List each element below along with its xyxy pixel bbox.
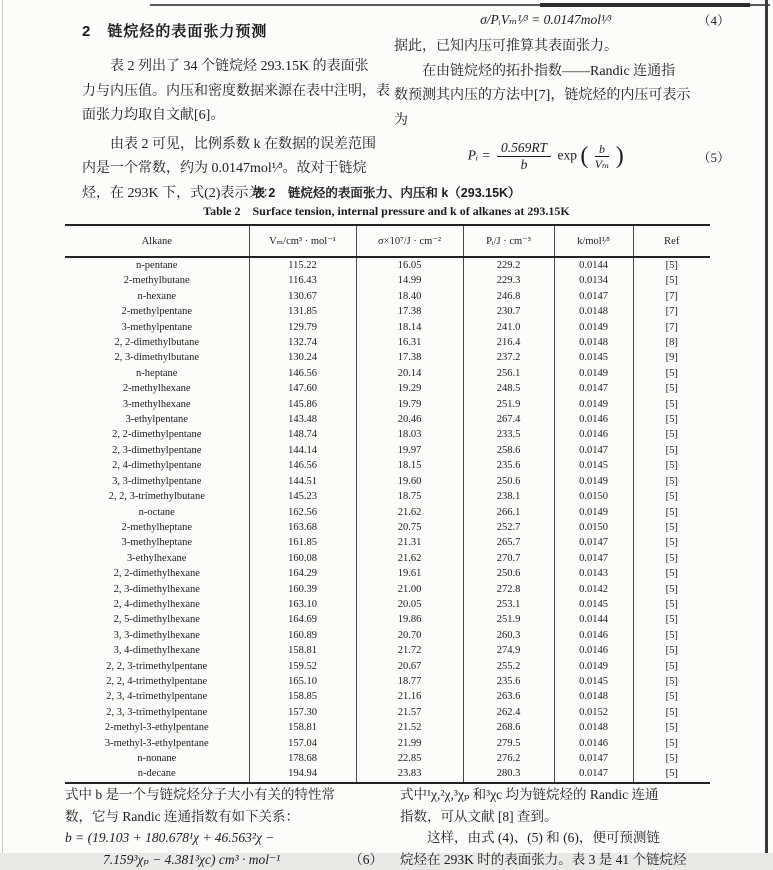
fraction-numerator: 0.569RT — [497, 141, 551, 157]
table-cell: [5] — [633, 412, 710, 427]
table-cell: 262.4 — [463, 705, 554, 720]
table-cell: 164.29 — [249, 566, 356, 581]
table-cell: 0.0145 — [554, 597, 633, 612]
table-header-row — [65, 225, 710, 257]
table-cell: 21.31 — [356, 535, 463, 550]
table-cell: [5] — [633, 551, 710, 566]
table-cell: 3-methylheptane — [65, 535, 249, 550]
table-cell: 2, 5-dimethylhexane — [65, 612, 249, 627]
table-cell: 178.68 — [249, 751, 356, 766]
table-cell: 251.9 — [463, 397, 554, 412]
table-cell: [5] — [633, 257, 710, 273]
table-cell: 21.16 — [356, 689, 463, 704]
table-cell: 16.31 — [356, 335, 463, 350]
table-cell: 20.46 — [356, 412, 463, 427]
table-cell: 255.2 — [463, 659, 554, 674]
table-cell: 130.24 — [249, 350, 356, 365]
table-cell: 158.81 — [249, 720, 356, 735]
table-cell: 20.05 — [356, 597, 463, 612]
table-cell: 164.69 — [249, 612, 356, 627]
table-cell: 20.67 — [356, 659, 463, 674]
table-cell: [5] — [633, 643, 710, 658]
table-row — [65, 751, 710, 766]
table-cell: 2, 3-dimethylhexane — [65, 582, 249, 597]
table-cell: 18.15 — [356, 458, 463, 473]
table-cell: 163.10 — [249, 597, 356, 612]
table-cell: [5] — [633, 427, 710, 442]
table-row — [65, 427, 710, 442]
table-cell: n-nonane — [65, 751, 249, 766]
table-cell: 0.0145 — [554, 674, 633, 689]
table-row — [65, 535, 710, 550]
table-cell: [5] — [633, 443, 710, 458]
table-row — [65, 612, 710, 627]
table-cell: 265.7 — [463, 535, 554, 550]
table-cell: 160.89 — [249, 628, 356, 643]
table-cell: 131.85 — [249, 304, 356, 319]
table-cell: 0.0148 — [554, 720, 633, 735]
table-row — [65, 257, 710, 273]
equation-5-body — [394, 141, 697, 172]
table-title-en: Table 2 Surface tension, internal pressure and k of alkanes at 293.15K — [0, 202, 773, 219]
table-row — [65, 705, 710, 720]
table-row — [65, 643, 710, 658]
table-cell: 0.0145 — [554, 458, 633, 473]
table-cell: 20.70 — [356, 628, 463, 643]
table-row — [65, 335, 710, 350]
column-header: Alkane — [65, 225, 249, 257]
table-cell: 2, 4-dimethylhexane — [65, 597, 249, 612]
table-cell: 0.0149 — [554, 505, 633, 520]
table-cell: 194.94 — [249, 766, 356, 782]
table-cell: 145.23 — [249, 489, 356, 504]
table-cell: 237.2 — [463, 350, 554, 365]
table-cell: [5] — [633, 505, 710, 520]
table-cell: 2, 2, 4-trimethylpentane — [65, 674, 249, 689]
table-cell: 19.86 — [356, 612, 463, 627]
table-cell: 0.0144 — [554, 612, 633, 627]
table-row — [65, 366, 710, 381]
table-cell: 238.1 — [463, 489, 554, 504]
table-cell: [5] — [633, 689, 710, 704]
table-cell: 130.67 — [249, 289, 356, 304]
bottom-left-column — [65, 784, 397, 870]
text-line: 式中 b 是一个与链烷烃分子大小有关的特性常 — [65, 784, 397, 806]
table-cell: 3, 3-dimethylpentane — [65, 474, 249, 489]
table-cell: 163.68 — [249, 520, 356, 535]
equation-6-line1: b = (19.103 + 180.678¹χ + 46.563²χ − — [65, 827, 397, 849]
table-cell: [5] — [633, 659, 710, 674]
table-cell: 3, 4-dimethylhexane — [65, 643, 249, 658]
text-line: 由表 2 可见，比例系数 k 在数据的误差范围 — [82, 133, 396, 158]
table-cell: 20.14 — [356, 366, 463, 381]
left-column — [82, 20, 396, 206]
table-cell: [5] — [633, 458, 710, 473]
table-cell: [5] — [633, 751, 710, 766]
table-cell: n-octane — [65, 505, 249, 520]
table-cell: [5] — [633, 520, 710, 535]
table-cell: 18.75 — [356, 489, 463, 504]
table-cell: [5] — [633, 397, 710, 412]
table-cell: 19.29 — [356, 381, 463, 396]
table-cell: 21.00 — [356, 582, 463, 597]
table-cell: 160.39 — [249, 582, 356, 597]
table-cell: 19.60 — [356, 474, 463, 489]
table-cell: 2, 2-dimethylhexane — [65, 566, 249, 581]
equation-5 — [394, 141, 746, 172]
table-cell: 147.60 — [249, 381, 356, 396]
table-cell: 274.9 — [463, 643, 554, 658]
table-cell: [5] — [633, 766, 710, 782]
table-cell: 233.5 — [463, 427, 554, 442]
table-cell: 148.74 — [249, 427, 356, 442]
table-row — [65, 381, 710, 396]
paragraph — [82, 55, 396, 129]
table-cell: 270.7 — [463, 551, 554, 566]
table-row — [65, 273, 710, 288]
table-cell: 3-methylhexane — [65, 397, 249, 412]
table-cell: 18.77 — [356, 674, 463, 689]
table-row — [65, 458, 710, 473]
table-cell: 280.3 — [463, 766, 554, 782]
table-row — [65, 720, 710, 735]
table-cell: 250.6 — [463, 566, 554, 581]
fraction — [595, 143, 610, 170]
table-cell: [5] — [633, 628, 710, 643]
table-cell: 145.86 — [249, 397, 356, 412]
table-row — [65, 659, 710, 674]
right-column — [394, 8, 746, 178]
table-cell: 3-methyl-3-ethylpentane — [65, 736, 249, 751]
text-line: 式中¹χ,²χ,³χₚ 和³χc 均为链烷烃的 Randic 连通 — [400, 784, 750, 806]
table-cell: 263.6 — [463, 689, 554, 704]
table-cell: 267.4 — [463, 412, 554, 427]
table-cell: 0.0149 — [554, 659, 633, 674]
equation-6-number: （6） — [349, 849, 397, 870]
table-cell: 250.6 — [463, 474, 554, 489]
table-title-cn: 表 2 链烷烃的表面张力、内压和 k（293.15K） — [0, 183, 773, 201]
table-row — [65, 474, 710, 489]
table-row — [65, 289, 710, 304]
column-header: Pᵢ/J · cm⁻³ — [463, 225, 554, 257]
table-cell: 115.22 — [249, 257, 356, 273]
table-cell: 216.4 — [463, 335, 554, 350]
table-cell: 165.10 — [249, 674, 356, 689]
fraction — [497, 141, 551, 172]
table-row — [65, 736, 710, 751]
text-line: 表 2 列出了 34 个链烷烃 293.15K 的表面张 — [82, 55, 396, 80]
table-cell: 2-methylheptane — [65, 520, 249, 535]
table-cell: 19.79 — [356, 397, 463, 412]
equation-4-body: σ/PᵢVₘ¹⁄³ = 0.0147mol¹⁄³ — [394, 12, 697, 28]
table-cell: 246.8 — [463, 289, 554, 304]
table-cell: 0.0142 — [554, 582, 633, 597]
table-cell: 144.51 — [249, 474, 356, 489]
table-row — [65, 566, 710, 581]
table-cell: 2-methyl-3-ethylpentane — [65, 720, 249, 735]
table-cell: 144.14 — [249, 443, 356, 458]
scan-edge-top-dark — [540, 3, 750, 7]
table-row — [65, 674, 710, 689]
table-cell: 146.56 — [249, 458, 356, 473]
table-cell: 0.0147 — [554, 443, 633, 458]
table-row — [65, 320, 710, 335]
table-cell: 0.0144 — [554, 257, 633, 273]
table-cell: 157.04 — [249, 736, 356, 751]
alkane-table-body — [65, 257, 710, 783]
table-cell: 2-methylbutane — [65, 273, 249, 288]
table-cell: 22.85 — [356, 751, 463, 766]
table-cell: [5] — [633, 736, 710, 751]
paragraph — [65, 784, 397, 827]
table-cell: [5] — [633, 273, 710, 288]
table-cell: 0.0146 — [554, 643, 633, 658]
table-cell: 279.5 — [463, 736, 554, 751]
table-cell: 2, 2-dimethylpentane — [65, 427, 249, 442]
alkane-table — [65, 224, 710, 784]
table-cell: 230.7 — [463, 304, 554, 319]
equation-6-line2-body: 7.159³χₚ − 4.381³χc) cm³ · mol⁻¹ — [65, 849, 280, 870]
table-cell: 143.48 — [249, 412, 356, 427]
table-cell: 0.0147 — [554, 289, 633, 304]
table-cell: [5] — [633, 705, 710, 720]
table-cell: 248.5 — [463, 381, 554, 396]
table-cell: 20.75 — [356, 520, 463, 535]
scan-edge-right — [765, 0, 768, 853]
table-cell: 19.61 — [356, 566, 463, 581]
text-line: 烷烃在 293K 时的表面张力。表 3 是 41 个链烷烃 — [400, 849, 750, 870]
column-header: σ×10⁷/J · cm⁻² — [356, 225, 463, 257]
table-cell: 266.1 — [463, 505, 554, 520]
table-cell: n-hexane — [65, 289, 249, 304]
table-cell: 252.7 — [463, 520, 554, 535]
table-cell: 129.79 — [249, 320, 356, 335]
table-cell: 0.0150 — [554, 489, 633, 504]
table-cell: 2, 2-dimethylbutane — [65, 335, 249, 350]
table-cell: 158.81 — [249, 643, 356, 658]
table-row — [65, 766, 710, 782]
table-cell: [9] — [633, 350, 710, 365]
table-cell: 235.6 — [463, 458, 554, 473]
table-cell: 260.3 — [463, 628, 554, 643]
table-row — [65, 412, 710, 427]
table-cell: 2-methylpentane — [65, 304, 249, 319]
column-header: Vₘ/cm³ · mol⁻¹ — [249, 225, 356, 257]
table-cell: 253.1 — [463, 597, 554, 612]
table-cell: 21.72 — [356, 643, 463, 658]
table-cell: 0.0149 — [554, 366, 633, 381]
table-cell: [5] — [633, 674, 710, 689]
table-row — [65, 350, 710, 365]
table-row — [65, 304, 710, 319]
table-cell: 2-methylhexane — [65, 381, 249, 396]
table-cell: 0.0148 — [554, 689, 633, 704]
table-cell: 17.38 — [356, 304, 463, 319]
table-cell: 21.62 — [356, 551, 463, 566]
fraction-denominator: Vₘ — [595, 157, 610, 170]
table-cell: 3-methylpentane — [65, 320, 249, 335]
table-row — [65, 443, 710, 458]
text-line: 在由链烷烃的拓扑指数——Randic 连通指 — [394, 60, 746, 85]
text-line: 为 — [394, 109, 746, 134]
scan-edge-left — [2, 0, 3, 853]
fraction-numerator: b — [595, 143, 609, 157]
text-line: 烃，在 293K 下，式(2)表示为： — [82, 182, 396, 207]
table-cell: 18.40 — [356, 289, 463, 304]
table-cell: 241.0 — [463, 320, 554, 335]
table-cell: 2, 3-dimethylpentane — [65, 443, 249, 458]
equation-4 — [394, 10, 746, 29]
table-cell: 2, 2, 3-trimethylpentane — [65, 659, 249, 674]
table-cell: 0.0149 — [554, 474, 633, 489]
equation-5-lhs: Pᵢ = — [468, 148, 491, 163]
table-cell: 3-ethylpentane — [65, 412, 249, 427]
table-cell: 3-ethylhexane — [65, 551, 249, 566]
table-cell: 256.1 — [463, 366, 554, 381]
table-cell: 19.97 — [356, 443, 463, 458]
table-cell: 116.43 — [249, 273, 356, 288]
paragraph — [400, 784, 750, 870]
table-cell: 18.14 — [356, 320, 463, 335]
table-row — [65, 505, 710, 520]
table-row — [65, 582, 710, 597]
table-cell: n-heptane — [65, 366, 249, 381]
text-line: 数，它与 Randic 连通指数有如下关系： — [65, 806, 397, 828]
table-row — [65, 597, 710, 612]
table-cell: [5] — [633, 582, 710, 597]
table-cell: [5] — [633, 535, 710, 550]
table-cell: 0.0148 — [554, 335, 633, 350]
table-cell: [5] — [633, 720, 710, 735]
text-line: 指数，可从文献 [8] 查到。 — [400, 806, 750, 828]
table-cell: [7] — [633, 289, 710, 304]
table-row — [65, 520, 710, 535]
paragraph — [394, 35, 746, 133]
text-line: 力与内压值。内压和密度数据来源在表中注明，表 — [82, 80, 396, 105]
table-cell: 251.9 — [463, 612, 554, 627]
section-heading: 2 链烷烃的表面张力预测 — [82, 20, 396, 41]
close-paren: ) — [616, 143, 624, 169]
table-cell: 3, 3-dimethylhexane — [65, 628, 249, 643]
table-cell: 16.05 — [356, 257, 463, 273]
table-cell: 2, 3, 3-trimethylpentane — [65, 705, 249, 720]
table-cell: 0.0146 — [554, 412, 633, 427]
table-cell: 229.2 — [463, 257, 554, 273]
text-line: 这样，由式 (4)、(5) 和 (6)，便可预测链 — [400, 827, 750, 849]
table-row — [65, 551, 710, 566]
table-cell: 162.56 — [249, 505, 356, 520]
table-cell: 14.99 — [356, 273, 463, 288]
table-cell: [5] — [633, 381, 710, 396]
table-cell: 258.6 — [463, 443, 554, 458]
table-cell: 160.08 — [249, 551, 356, 566]
open-paren: ( — [580, 143, 588, 169]
table-cell: 21.62 — [356, 505, 463, 520]
table-cell: 268.6 — [463, 720, 554, 735]
table-cell: 276.2 — [463, 751, 554, 766]
table-cell: 272.8 — [463, 582, 554, 597]
table-row — [65, 628, 710, 643]
equation-4-number: （4） — [697, 10, 746, 29]
table-cell: 146.56 — [249, 366, 356, 381]
table-cell: [8] — [633, 335, 710, 350]
table-cell: [5] — [633, 597, 710, 612]
table-cell: 0.0147 — [554, 535, 633, 550]
table-row — [65, 489, 710, 504]
table-cell: [5] — [633, 474, 710, 489]
column-header: Ref — [633, 225, 710, 257]
table-cell: 0.0147 — [554, 766, 633, 782]
table-cell: 0.0146 — [554, 628, 633, 643]
column-header: k/mol¹⁄³ — [554, 225, 633, 257]
table-cell: 0.0147 — [554, 381, 633, 396]
table-cell: 23.83 — [356, 766, 463, 782]
table-row — [65, 689, 710, 704]
text-line: 据此，已知内压可推算其表面张力。 — [394, 35, 746, 60]
table-cell: 229.3 — [463, 273, 554, 288]
table-cell: [7] — [633, 304, 710, 319]
table-cell: 2, 4-dimethylpentane — [65, 458, 249, 473]
equation-6-line2 — [65, 849, 397, 870]
table-cell: 0.0149 — [554, 397, 633, 412]
table-cell: 0.0149 — [554, 320, 633, 335]
table-cell: 21.52 — [356, 720, 463, 735]
table-cell: 161.85 — [249, 535, 356, 550]
table-cell: 0.0143 — [554, 566, 633, 581]
table-cell: 0.0152 — [554, 705, 633, 720]
table-cell: 157.30 — [249, 705, 356, 720]
table-cell: 21.99 — [356, 736, 463, 751]
table-cell: 21.57 — [356, 705, 463, 720]
text-line: 面张力均取自文献[6]。 — [82, 104, 396, 129]
table-cell: 0.0134 — [554, 273, 633, 288]
fraction-denominator: b — [521, 157, 528, 172]
table-cell: 17.38 — [356, 350, 463, 365]
table-cell: [5] — [633, 566, 710, 581]
equation-5-number: （5） — [697, 147, 746, 166]
table-row — [65, 397, 710, 412]
table-cell: 0.0147 — [554, 551, 633, 566]
table-cell: [5] — [633, 612, 710, 627]
table-cell: 0.0150 — [554, 520, 633, 535]
table-cell: 0.0148 — [554, 304, 633, 319]
table-cell: 0.0147 — [554, 751, 633, 766]
table-cell: n-decane — [65, 766, 249, 782]
table-cell: 2, 3, 4-trimethylpentane — [65, 689, 249, 704]
table-cell: 2, 3-dimethylbutane — [65, 350, 249, 365]
table-cell: [5] — [633, 366, 710, 381]
bottom-right-column — [400, 784, 750, 870]
text-line: 内是一个常数，约为 0.0147mol¹⁄³。故对于链烷 — [82, 157, 396, 182]
text-line: 数预测其内压的方法中[7]，链烷烃的内压可表示 — [394, 84, 746, 109]
table-cell: 0.0145 — [554, 350, 633, 365]
table-cell: [5] — [633, 489, 710, 504]
table-cell: 235.6 — [463, 674, 554, 689]
table-cell: 2, 2, 3-trimethylbutane — [65, 489, 249, 504]
table-cell: 158.85 — [249, 689, 356, 704]
table-cell: [7] — [633, 320, 710, 335]
table-cell: 18.03 — [356, 427, 463, 442]
table-cell: 0.0146 — [554, 427, 633, 442]
exp-function: exp — [557, 148, 577, 163]
table-cell: 132.74 — [249, 335, 356, 350]
table-cell: 0.0146 — [554, 736, 633, 751]
table-cell: n-pentane — [65, 257, 249, 273]
table-cell: 159.52 — [249, 659, 356, 674]
